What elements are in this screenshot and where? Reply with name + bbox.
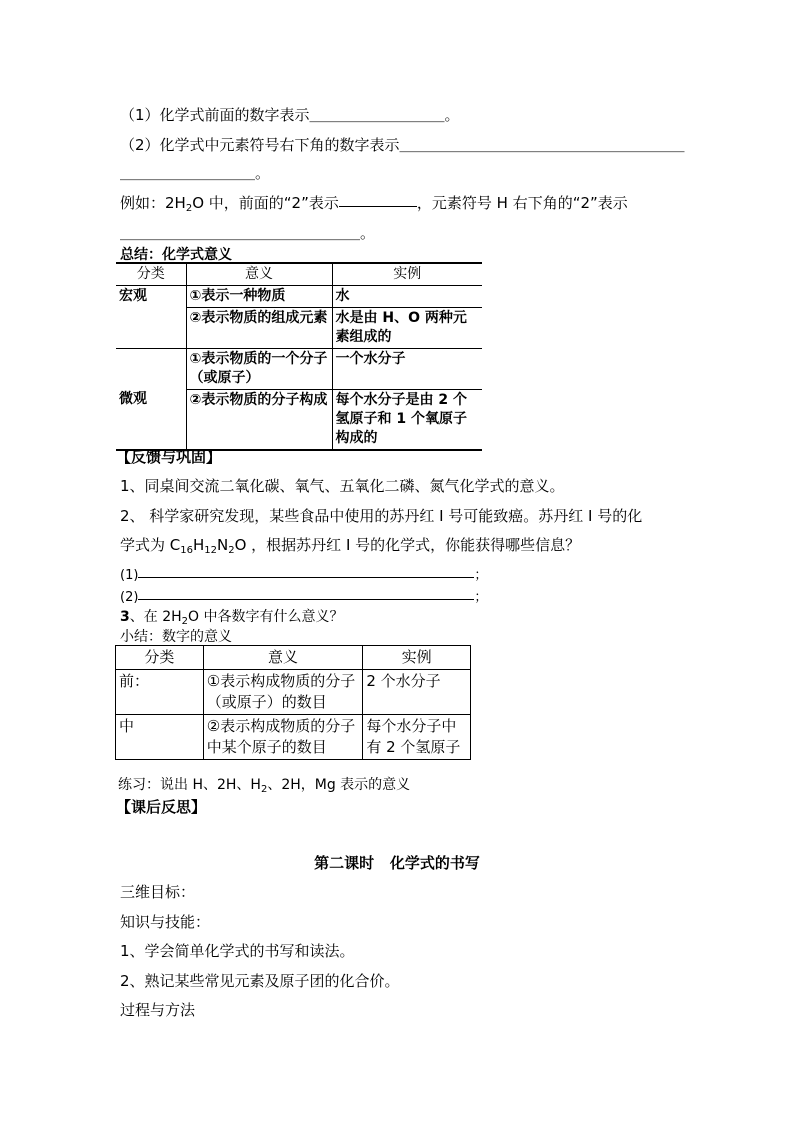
feedback-item-2-line2: 学式为 $C_{16}H_{12}N_2O$ ，根据苏丹红 I 号的化学式，你能获得哪些信息？ bbox=[120, 536, 581, 556]
answer-line-1: (1) ； bbox=[120, 563, 487, 583]
table-cell: 水 bbox=[332, 286, 482, 308]
header-example: 实例 bbox=[332, 263, 482, 286]
category-macro: 宏观 bbox=[116, 286, 186, 349]
goal-item-1: 1、学会简单化学式的书写和读法。 bbox=[120, 942, 355, 960]
header-example: 实例 bbox=[363, 646, 471, 670]
table-cell: 每个水分子是由 2 个氢原子和 1 个氧原子构成的 bbox=[332, 390, 482, 451]
number-meaning-table bbox=[115, 645, 471, 760]
meaning-table bbox=[116, 262, 482, 451]
table-cell: ②表示物质的组成元素 bbox=[186, 308, 332, 349]
category-micro: 微观 bbox=[116, 349, 186, 451]
answer-blank[interactable] bbox=[339, 192, 417, 208]
reflection-heading: 【课后反思】 bbox=[116, 798, 207, 816]
table-cell: 中 bbox=[116, 715, 204, 760]
table-cell: ①表示一种物质 bbox=[186, 286, 332, 308]
practice-line: 练习：说出 H、2H、$H_2$、2H，Mg 表示的意义 bbox=[118, 777, 411, 795]
answer-blank-1[interactable] bbox=[138, 563, 474, 579]
question-2-line2: ＿＿＿＿＿＿＿＿＿。 bbox=[120, 164, 271, 182]
question-2-line1: （2）化学式中元素符号右下角的数字表示＿＿＿＿＿＿＿＿＿＿＿＿＿＿＿＿＿＿＿ bbox=[120, 136, 685, 154]
table-cell: 每个水分子中有 2 个氢原子 bbox=[363, 715, 471, 760]
goal-item-2: 2、熟记某些常见元素及原子团的化合价。 bbox=[120, 972, 400, 990]
answer-blank-2[interactable] bbox=[138, 585, 474, 601]
table-cell: 前： bbox=[116, 670, 204, 715]
feedback-item-2-line1: 2、 科学家研究发现，某些食品中使用的苏丹红 I 号可能致癌。苏丹红 I 号的化 bbox=[120, 507, 643, 525]
knowledge-heading: 知识与技能： bbox=[120, 913, 211, 931]
header-category: 分类 bbox=[116, 646, 204, 670]
example-line: 例如：$2H_2O$ 中，前面的“2”表示 ，元素符号 H 右下角的“2”表示 bbox=[120, 194, 628, 214]
header-meaning: 意义 bbox=[186, 263, 332, 286]
table-cell: ②表示物质的分子构成 bbox=[186, 390, 332, 451]
summary-title: 总结：化学式意义 bbox=[120, 247, 232, 263]
header-category: 分类 bbox=[116, 263, 186, 286]
table-cell: ②表示构成物质的分子中某个原子的数目 bbox=[203, 715, 363, 760]
table-cell: ①表示构成物质的分子（或原子）的数目 bbox=[203, 670, 363, 715]
table-cell: 一个水分子 bbox=[332, 349, 482, 390]
table-cell: 2 个水分子 bbox=[363, 670, 471, 715]
answer-line-2: (2) ； bbox=[120, 585, 487, 605]
feedback-item-1: 1、同桌间交流二氧化碳、氧气、五氧化二磷、氮气化学式的意义。 bbox=[120, 477, 565, 495]
feedback-heading: 【反馈与巩固】 bbox=[116, 448, 222, 466]
example-line2: ＿＿＿＿＿＿＿＿＿＿＿＿＿＿＿＿。 bbox=[120, 224, 376, 242]
question-1: （1）化学式前面的数字表示＿＿＿＿＿＿＿＿＿。 bbox=[120, 106, 460, 124]
summary2-title: 小结：数字的意义 bbox=[120, 629, 232, 645]
goals-heading: 三维目标： bbox=[120, 883, 196, 901]
process-heading: 过程与方法 bbox=[120, 1001, 196, 1019]
lesson-title: 第二课时 化学式的书写 bbox=[314, 854, 480, 872]
feedback-item-3: 3、在 $2H_2O$ 中各数字有什么意义？ bbox=[120, 609, 344, 627]
table-cell: ①表示物质的一个分子（或原子） bbox=[186, 349, 332, 390]
table-cell: 水是由 H、O 两种元素组成的 bbox=[332, 308, 482, 349]
header-meaning: 意义 bbox=[203, 646, 363, 670]
